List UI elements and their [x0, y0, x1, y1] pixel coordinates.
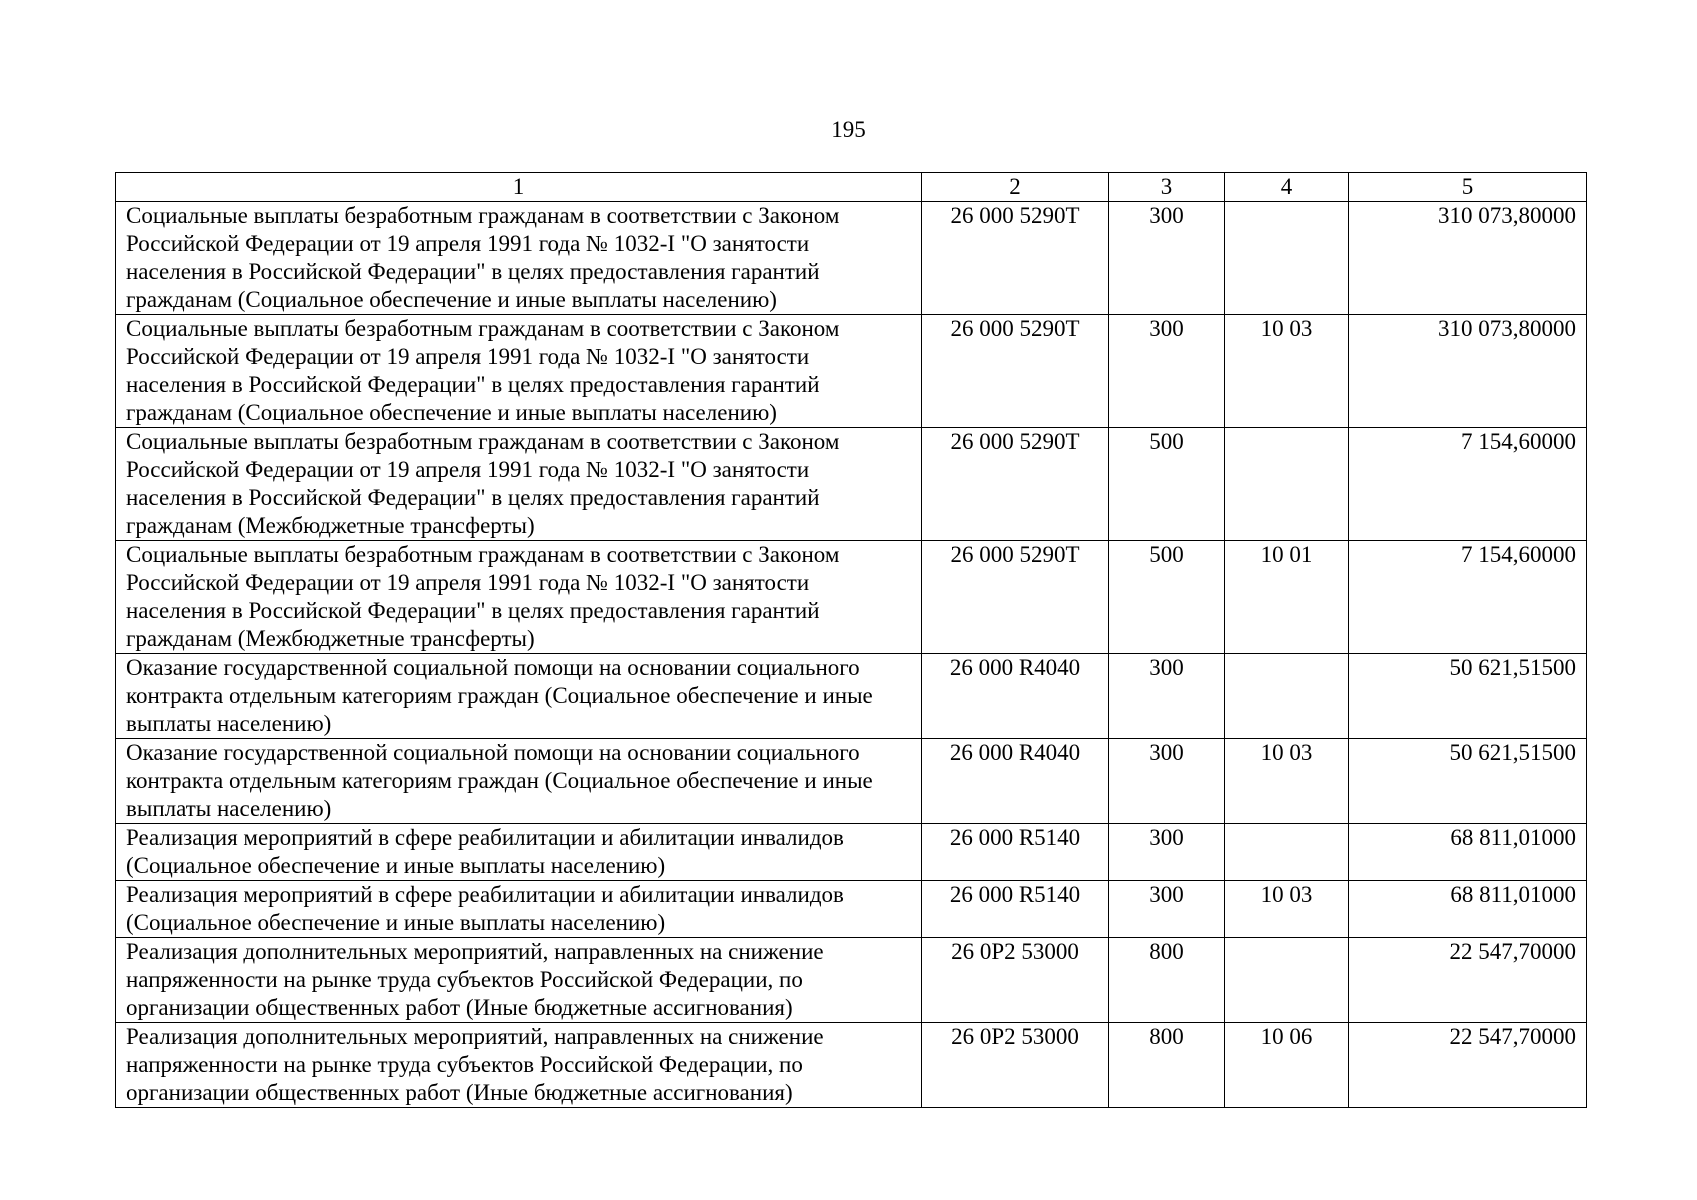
table-header: [116, 173, 1587, 202]
table-body: [116, 202, 1587, 1108]
row-target-code: 26 000 5290T: [922, 428, 1109, 541]
row-section: [1225, 938, 1349, 1023]
row-target-code: 26 000 5290T: [922, 315, 1109, 428]
row-expense-type: 300: [1109, 881, 1225, 938]
table-row: [116, 541, 1587, 654]
column-header-1: 1: [116, 173, 922, 202]
table-row: [116, 315, 1587, 428]
row-target-code: 26 0P2 53000: [922, 938, 1109, 1023]
row-name: Социальные выплаты безработным гражданам в соответствии с Законом Российской Федерации от 19 апреля 1991 года № 1032-I "О занятости населения в Российской Федерации" в целях предоставления гарантий гражданам (Социальное обеспечение и иные выплаты населению): [116, 315, 922, 428]
header-row: [116, 173, 1587, 202]
row-section: 10 01: [1225, 541, 1349, 654]
row-section: 10 03: [1225, 739, 1349, 824]
table-row: [116, 202, 1587, 315]
row-amount: 7 154,60000: [1349, 428, 1587, 541]
budget-table: [115, 172, 1587, 1108]
table-row: [116, 824, 1587, 881]
row-expense-type: 300: [1109, 824, 1225, 881]
row-section: 10 03: [1225, 315, 1349, 428]
row-target-code: 26 000 R5140: [922, 881, 1109, 938]
row-amount: 50 621,51500: [1349, 654, 1587, 739]
row-expense-type: 300: [1109, 202, 1225, 315]
row-name: Социальные выплаты безработным гражданам в соответствии с Законом Российской Федерации от 19 апреля 1991 года № 1032-I "О занятости населения в Российской Федерации" в целях предоставления гарантий гражданам (Межбюджетные трансферты): [116, 541, 922, 654]
row-section: 10 03: [1225, 881, 1349, 938]
row-name: Социальные выплаты безработным гражданам в соответствии с Законом Российской Федерации от 19 апреля 1991 года № 1032-I "О занятости населения в Российской Федерации" в целях предоставления гарантий гражданам (Межбюджетные трансферты): [116, 428, 922, 541]
row-expense-type: 300: [1109, 315, 1225, 428]
table-row: [116, 938, 1587, 1023]
row-name: Оказание государственной социальной помощи на основании социального контракта отдельным категориям граждан (Социальное обеспечение и иные выплаты населению): [116, 654, 922, 739]
table-row: [116, 654, 1587, 739]
table-row: [116, 881, 1587, 938]
column-header-5: 5: [1349, 173, 1587, 202]
row-name: Реализация дополнительных мероприятий, направленных на снижение напряженности на рынке труда субъектов Российской Федерации, по организации общественных работ (Иные бюджетные ассигнования): [116, 1023, 922, 1108]
column-header-3: 3: [1109, 173, 1225, 202]
row-section: [1225, 824, 1349, 881]
row-amount: 310 073,80000: [1349, 315, 1587, 428]
row-name: Реализация дополнительных мероприятий, направленных на снижение напряженности на рынке труда субъектов Российской Федерации, по организации общественных работ (Иные бюджетные ассигнования): [116, 938, 922, 1023]
row-expense-type: 300: [1109, 654, 1225, 739]
column-header-4: 4: [1225, 173, 1349, 202]
row-amount: 50 621,51500: [1349, 739, 1587, 824]
row-target-code: 26 000 5290T: [922, 541, 1109, 654]
row-name: Социальные выплаты безработным гражданам в соответствии с Законом Российской Федерации от 19 апреля 1991 года № 1032-I "О занятости населения в Российской Федерации" в целях предоставления гарантий гражданам (Социальное обеспечение и иные выплаты населению): [116, 202, 922, 315]
row-target-code: 26 000 R4040: [922, 654, 1109, 739]
row-amount: 68 811,01000: [1349, 881, 1587, 938]
row-name: Оказание государственной социальной помощи на основании социального контракта отдельным категориям граждан (Социальное обеспечение и иные выплаты населению): [116, 739, 922, 824]
row-expense-type: 500: [1109, 428, 1225, 541]
row-expense-type: 800: [1109, 1023, 1225, 1108]
row-section: [1225, 654, 1349, 739]
row-section: [1225, 428, 1349, 541]
row-amount: 22 547,70000: [1349, 938, 1587, 1023]
row-section: 10 06: [1225, 1023, 1349, 1108]
row-name: Реализация мероприятий в сфере реабилитации и абилитации инвалидов (Социальное обеспечение и иные выплаты населению): [116, 881, 922, 938]
table-row: [116, 739, 1587, 824]
table-row: [116, 428, 1587, 541]
column-header-2: 2: [922, 173, 1109, 202]
row-section: [1225, 202, 1349, 315]
row-target-code: 26 0P2 53000: [922, 1023, 1109, 1108]
row-name: Реализация мероприятий в сфере реабилитации и абилитации инвалидов (Социальное обеспечение и иные выплаты населению): [116, 824, 922, 881]
row-expense-type: 800: [1109, 938, 1225, 1023]
page-number: 195: [831, 117, 866, 142]
row-target-code: 26 000 5290T: [922, 202, 1109, 315]
row-expense-type: 300: [1109, 739, 1225, 824]
row-amount: 310 073,80000: [1349, 202, 1587, 315]
row-amount: 22 547,70000: [1349, 1023, 1587, 1108]
table-row: [116, 1023, 1587, 1108]
row-amount: 7 154,60000: [1349, 541, 1587, 654]
row-target-code: 26 000 R5140: [922, 824, 1109, 881]
row-target-code: 26 000 R4040: [922, 739, 1109, 824]
row-expense-type: 500: [1109, 541, 1225, 654]
row-amount: 68 811,01000: [1349, 824, 1587, 881]
